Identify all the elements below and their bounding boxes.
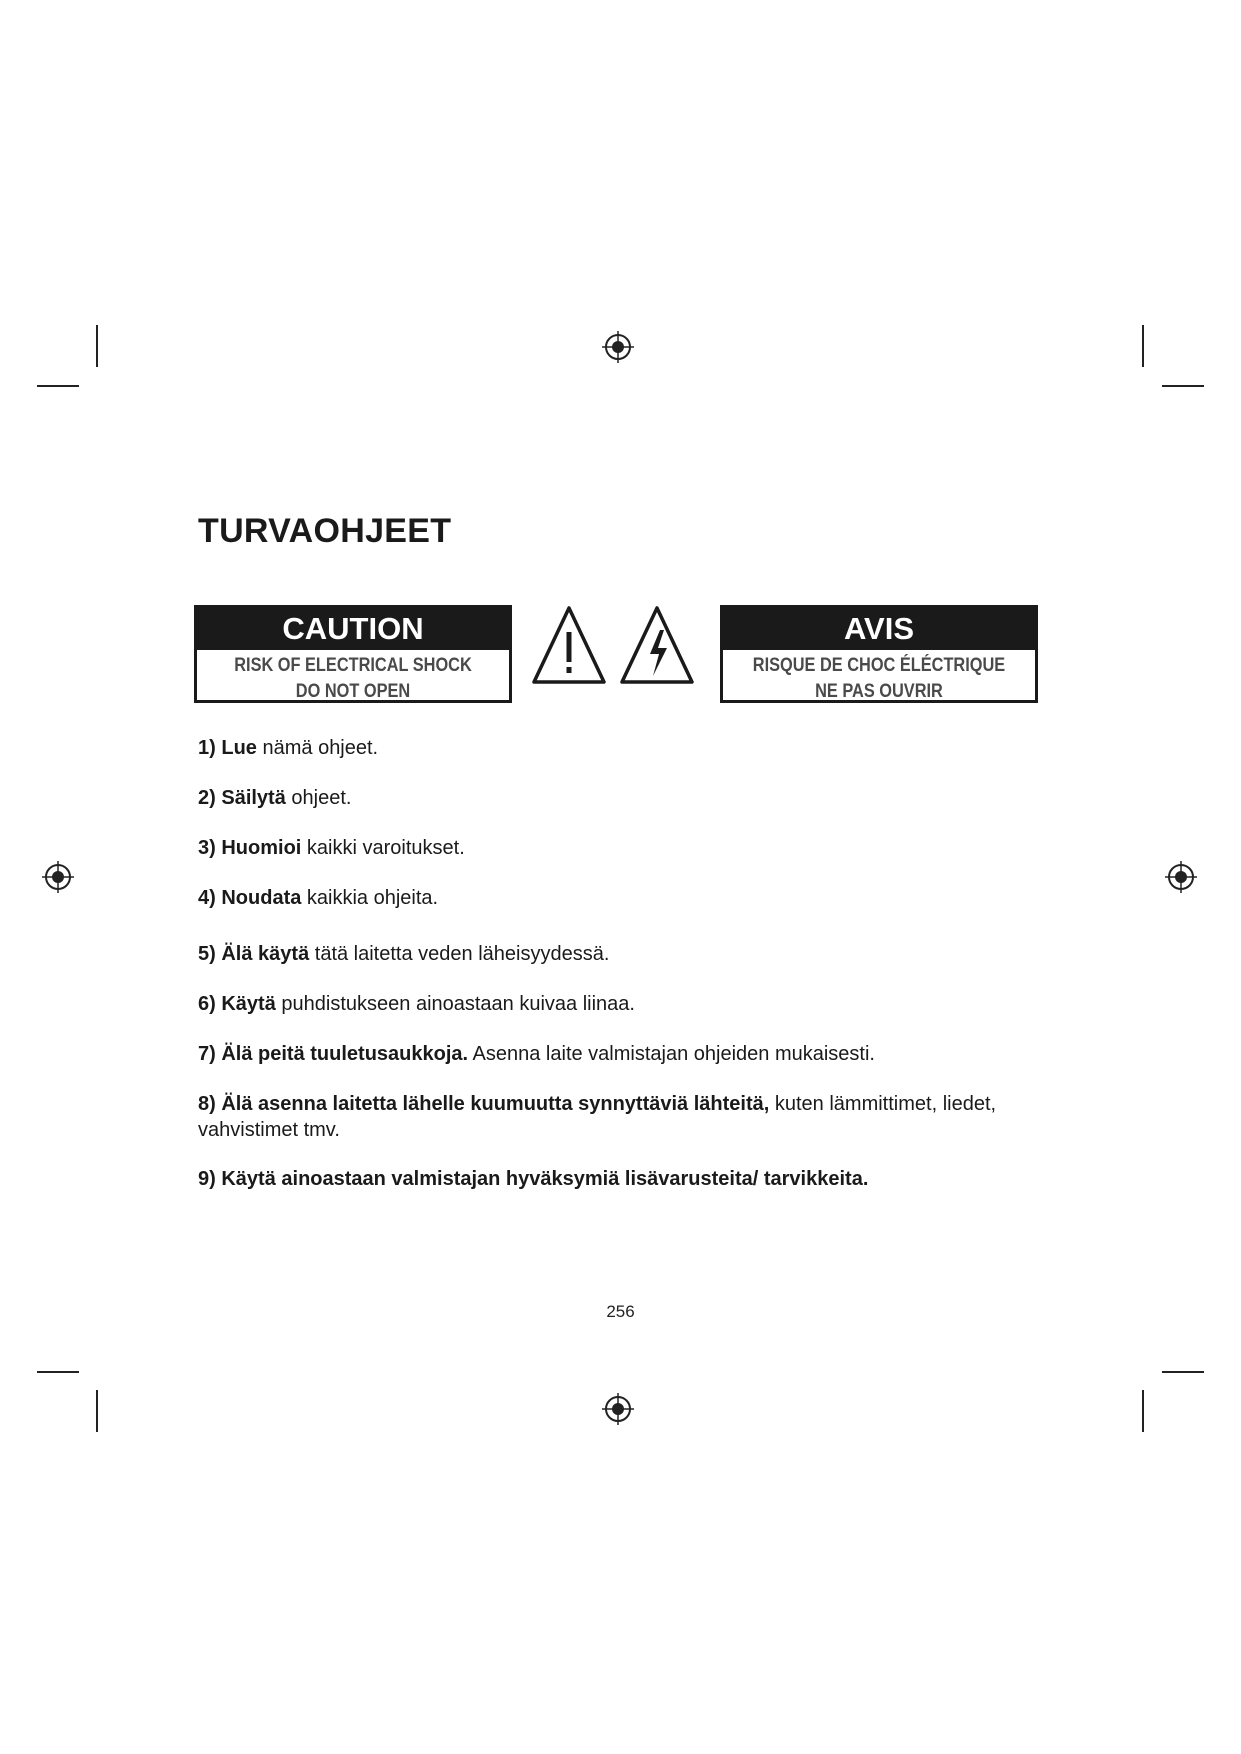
item-keyword: Säilytä	[221, 787, 286, 809]
item-text: ohjeet.	[285, 787, 352, 809]
caution-line-2: DO NOT OPEN	[295, 681, 411, 702]
avis-line-1: RISQUE DE CHOC ÉLÉCTRIQUE	[752, 655, 1006, 676]
electric-shock-warning-icon	[622, 608, 692, 682]
caution-line-1: RISK OF ELECTRICAL SHOCK	[234, 655, 472, 676]
avis-text	[745, 650, 1013, 705]
item-text: kuten lämmittimet, liedet, vahvistimet tmv.	[198, 1093, 997, 1141]
item-keyword: Käytä	[221, 993, 276, 1015]
avis-label	[720, 605, 1038, 703]
avis-line-2: NE PAS OUVRIR	[815, 681, 943, 702]
crop-mark	[1142, 325, 1144, 367]
item-keyword: Älä käytä	[221, 943, 310, 965]
list-item: 2) Säilytä ohjeet.	[198, 787, 352, 809]
list-item: 4) Noudata kaikkia ohjeita.	[198, 887, 439, 909]
crop-mark	[96, 325, 98, 367]
list-item: 1) Lue nämä ohjeet.	[198, 737, 379, 759]
avis-header: AVIS	[723, 608, 1035, 650]
caution-header: CAUTION	[197, 608, 509, 650]
registration-mark-icon	[41, 860, 75, 894]
item-text: kaikki varoitukset.	[301, 837, 465, 859]
item-keyword: Noudata	[221, 887, 302, 909]
list-item: 3) Huomioi kaikki varoitukset.	[198, 837, 465, 859]
crop-mark	[37, 385, 79, 387]
page-title: TURVAOHJEET	[198, 512, 452, 550]
crop-mark	[37, 1371, 79, 1373]
page-number: 256	[606, 1302, 635, 1321]
item-keyword: Älä asenna laitetta lähelle kuumuutta synnyttäviä lähteitä,	[221, 1093, 770, 1115]
crop-mark	[1162, 385, 1204, 387]
crop-mark	[96, 1390, 98, 1432]
item-keyword: Käytä ainoastaan valmistajan hyväksymiä lisävarusteita/ tarvikkeita.	[221, 1168, 869, 1190]
item-keyword: Lue	[221, 737, 257, 759]
item-text: nämä ohjeet.	[256, 737, 379, 759]
item-keyword: Huomioi	[221, 837, 302, 859]
item-keyword: Älä peitä tuuletusaukkoja.	[221, 1043, 469, 1065]
crop-mark	[1162, 1371, 1204, 1373]
caution-text	[219, 650, 487, 705]
item-text: kaikkia ohjeita.	[301, 887, 439, 909]
warning-symbols	[532, 604, 698, 690]
registration-mark-icon	[1164, 860, 1198, 894]
crop-mark	[1142, 1390, 1144, 1432]
list-item: 9) Käytä ainoastaan valmistajan hyväksymiä lisävarusteita/ tarvikkeita.	[198, 1168, 869, 1190]
exclamation-warning-icon	[534, 608, 604, 682]
caution-label	[194, 605, 512, 703]
list-item: 8) Älä asenna laitetta lähelle kuumuutta synnyttäviä lähteitä, kuten lämmittimet, liedet, vahvistimet tmv.	[198, 1093, 997, 1141]
item-text: Asenna laite valmistajan ohjeiden mukaisesti.	[468, 1043, 875, 1065]
list-item: 5) Älä käytä tätä laitetta veden läheisyydessä.	[198, 943, 610, 965]
registration-mark-icon	[601, 330, 635, 364]
item-text: puhdistukseen ainoastaan kuivaa liinaa.	[275, 993, 635, 1015]
list-item: 6) Käytä puhdistukseen ainoastaan kuivaa liinaa.	[198, 993, 635, 1015]
item-text: tätä laitetta veden läheisyydessä.	[309, 943, 610, 965]
registration-mark-icon	[601, 1392, 635, 1426]
list-item: 7) Älä peitä tuuletusaukkoja. Asenna laite valmistajan ohjeiden mukaisesti.	[198, 1043, 875, 1065]
